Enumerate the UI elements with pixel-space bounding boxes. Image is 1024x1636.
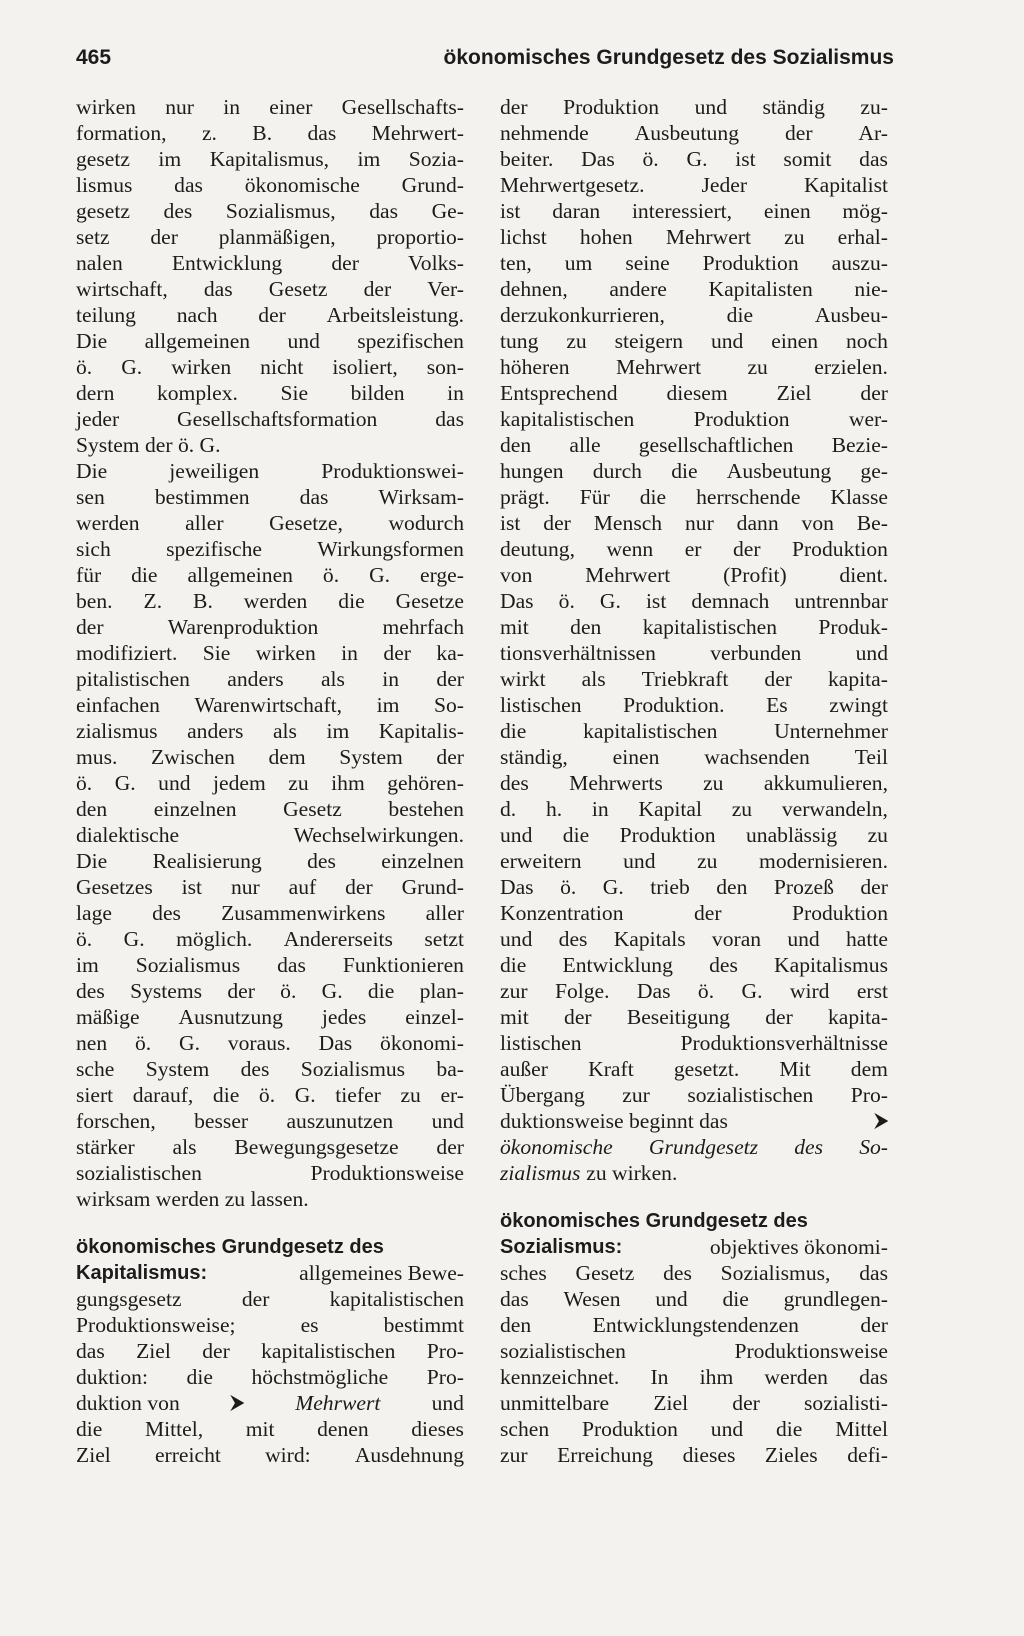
- text-line: [76, 640, 464, 666]
- definition-text: allgemeines Bewe-: [299, 1261, 464, 1285]
- text-line-content: den einzelnen Gesetz bestehen: [76, 797, 464, 821]
- definition-text: das Wesen und die grundlegen-: [500, 1287, 888, 1311]
- text-line: [76, 1030, 464, 1056]
- text-line: [500, 770, 888, 796]
- text-line: [500, 1056, 888, 1082]
- text-line-content: werden aller Gesetze, wodurch: [76, 511, 464, 535]
- text-line-content: listischen Produktion. Es zwingt: [500, 693, 888, 717]
- definition-text: und: [431, 1391, 464, 1415]
- cross-reference-link[interactable]: zialismus: [500, 1161, 581, 1185]
- text-line: [76, 718, 464, 744]
- text-line-content: mäßige Ausnutzung jedes einzel-: [76, 1005, 464, 1029]
- text-line-content: tung zu steigern und einen noch: [500, 329, 888, 353]
- text-line: [500, 1082, 888, 1108]
- text-line-content: den alle gesellschaftlichen Bezie-: [500, 433, 888, 457]
- text-line-content: und die Produktion unablässig zu: [500, 823, 888, 847]
- text-line-content: beiter. Das ö. G. ist somit das: [500, 147, 888, 171]
- text-line-content: Die jeweiligen Produktionswei-: [76, 459, 464, 483]
- text-line-content: ben. Z. B. werden die Gesetze: [76, 589, 464, 613]
- text-line-content: ö. G. möglich. Andererseits setzt: [76, 927, 464, 951]
- text-line-content: hungen durch die Ausbeutung ge-: [500, 459, 888, 483]
- entry-sozialismus: [500, 1208, 888, 1468]
- text-line: [76, 432, 464, 458]
- definition-text: sozialistischen Produktionsweise: [500, 1339, 888, 1363]
- headword: ökonomisches Grundgesetz des: [500, 1210, 808, 1232]
- text-line-content: pitalistischen anders als in der: [76, 667, 464, 691]
- text-line-content: des Systems der ö. G. die plan-: [76, 979, 464, 1003]
- text-line: [76, 1082, 464, 1108]
- text-line: [76, 666, 464, 692]
- definition-text: unmittelbare Ziel der sozialisti-: [500, 1391, 888, 1415]
- text-line: [76, 198, 464, 224]
- text-line: [500, 848, 888, 874]
- headword-continued: Sozialismus:: [500, 1236, 623, 1258]
- text-line-content: im Sozialismus das Funktionieren: [76, 953, 464, 977]
- text-line: [500, 562, 888, 588]
- text-line: [500, 666, 888, 692]
- text-line-content: ständig, einen wachsenden Teil: [500, 745, 888, 769]
- text-line-content: derzukonkurrieren, die Ausbeu-: [500, 303, 888, 327]
- text-line-content: Konzentration der Produktion: [500, 901, 888, 925]
- text-line-content: wirkt als Triebkraft der kapita-: [500, 667, 888, 691]
- definition-text: zur Erreichung dieses Zieles defi-: [500, 1443, 888, 1467]
- text-line: [500, 172, 888, 198]
- text-line: [500, 640, 888, 666]
- text-line-content: Entsprechend diesem Ziel der: [500, 381, 888, 405]
- text-line-content: deutung, wenn er der Produktion: [500, 537, 888, 561]
- text-line: [500, 276, 888, 302]
- text-line: [500, 1030, 888, 1056]
- text-line: [76, 1108, 464, 1134]
- text-line: [76, 380, 464, 406]
- text-line-content: sich spezifische Wirkungsformen: [76, 537, 464, 561]
- text-line: [76, 146, 464, 172]
- definition-text: den Entwicklungstendenzen der: [500, 1313, 888, 1337]
- running-title: ökonomisches Grundgesetz des Sozialismus: [443, 46, 894, 69]
- headword: ökonomisches Grundgesetz des: [76, 1236, 384, 1258]
- text-line: [76, 744, 464, 770]
- text-line-content: sen bestimmen das Wirksam-: [76, 485, 464, 509]
- text-line-content: Die allgemeinen und spezifischen: [76, 329, 464, 353]
- headword-continued: Kapitalismus:: [76, 1262, 208, 1284]
- text-line-content: dehnen, andere Kapitalisten nie-: [500, 277, 888, 301]
- text-line-content: von Mehrwert (Profit) dient.: [500, 563, 888, 587]
- text-line: [500, 1108, 888, 1134]
- right-body-text: [500, 94, 888, 1186]
- text-line-content: System der ö. G.: [76, 433, 221, 457]
- text-line-content: setz der planmäßigen, proportio-: [76, 225, 464, 249]
- text-line-content: siert darauf, die ö. G. tiefer zu er-: [76, 1083, 464, 1107]
- text-line: [76, 406, 464, 432]
- text-line: [76, 1056, 464, 1082]
- text-line: [500, 458, 888, 484]
- text-line: [500, 952, 888, 978]
- text-line: [76, 796, 464, 822]
- text-line-content: Mehrwertgesetz. Jeder Kapitalist: [500, 173, 888, 197]
- text-line-content: lage des Zusammenwirkens aller: [76, 901, 464, 925]
- left-column: [76, 94, 464, 1468]
- text-line-content: tionsverhältnissen verbunden und: [500, 641, 888, 665]
- text-line-content: mit der Beseitigung der kapita-: [500, 1005, 888, 1029]
- text-line-content: Gesetzes ist nur auf der Grund-: [76, 875, 464, 899]
- text-line: [500, 718, 888, 744]
- text-line-content: für die allgemeinen ö. G. erge-: [76, 563, 464, 587]
- text-line-content: die kapitalistischen Unternehmer: [500, 719, 888, 743]
- text-line-content: prägt. Für die herrschende Klasse: [500, 485, 888, 509]
- text-line: [500, 406, 888, 432]
- text-line: [500, 536, 888, 562]
- text-line: [500, 354, 888, 380]
- text-line: [76, 562, 464, 588]
- text-line-content: außer Kraft gesetzt. Mit dem: [500, 1057, 888, 1081]
- text-line: [500, 250, 888, 276]
- text-line: [76, 484, 464, 510]
- text-line: [500, 978, 888, 1004]
- text-line: [76, 1134, 464, 1160]
- text-line-content: nehmende Ausbeutung der Ar-: [500, 121, 888, 145]
- text-line-content: der Warenproduktion mehrfach: [76, 615, 464, 639]
- text-line: [500, 1004, 888, 1030]
- text-line: [76, 1186, 464, 1212]
- text-line-content: dern komplex. Sie bilden in: [76, 381, 464, 405]
- text-line-content: teilung nach der Arbeitsleistung.: [76, 303, 464, 327]
- text-line: [76, 536, 464, 562]
- text-line: [500, 432, 888, 458]
- text-line-content: der Produktion und ständig zu-: [500, 95, 888, 119]
- text-line-content: mus. Zwischen dem System der: [76, 745, 464, 769]
- text-line: [76, 848, 464, 874]
- text-line: [76, 900, 464, 926]
- text-line: [76, 224, 464, 250]
- text-line: [76, 588, 464, 614]
- text-line: [76, 172, 464, 198]
- text-line-content: höheren Mehrwert zu erzielen.: [500, 355, 888, 379]
- definition-text: duktion von: [76, 1391, 180, 1415]
- cross-reference-arrow-icon: ⮞: [230, 1392, 244, 1413]
- text-line-content: wirksam werden zu lassen.: [76, 1187, 309, 1211]
- definition-text: Ziel erreicht wird: Ausdehnung: [76, 1443, 464, 1467]
- text-line: [500, 822, 888, 848]
- text-line: [76, 770, 464, 796]
- definition-text: gungsgesetz der kapitalistischen: [76, 1287, 464, 1311]
- text-line-content: sche System des Sozialismus ba-: [76, 1057, 464, 1081]
- text-line-content: einfachen Warenwirtschaft, im So-: [76, 693, 464, 717]
- text-line-content: jeder Gesellschaftsformation das: [76, 407, 464, 431]
- text-line: [76, 302, 464, 328]
- definition-text: duktion: die höchstmögliche Pro-: [76, 1365, 464, 1389]
- definition-text: schen Produktion und die Mittel: [500, 1417, 888, 1441]
- text-line-content: ö. G. und jedem zu ihm gehören-: [76, 771, 464, 795]
- text-line-content: listischen Produktionsverhältnisse: [500, 1031, 888, 1055]
- text-line-content: ist der Mensch nur dann von Be-: [500, 511, 888, 535]
- text-line-content: ten, um seine Produktion auszu-: [500, 251, 888, 275]
- text-line-content: die Entwicklung des Kapitalismus: [500, 953, 888, 977]
- text-line-content: stärker als Bewegungsgesetze der: [76, 1135, 464, 1159]
- text-line-content: lichst hohen Mehrwert zu erhal-: [500, 225, 888, 249]
- definition-text: objektives ökonomi-: [709, 1235, 888, 1259]
- text-line: [76, 978, 464, 1004]
- text-line-content: formation, z. B. das Mehrwert-: [76, 121, 464, 145]
- text-line-content: Die Realisierung des einzelnen: [76, 849, 464, 873]
- text-line: [500, 796, 888, 822]
- text-line: [500, 692, 888, 718]
- text-line: [500, 1160, 888, 1186]
- text-line: [500, 588, 888, 614]
- cross-reference-link[interactable]: ökonomische Grundgesetz des So-: [500, 1135, 888, 1159]
- text-line: [76, 952, 464, 978]
- text-line-content: kapitalistischen Produktion wer-: [500, 407, 888, 431]
- text-line: [76, 328, 464, 354]
- text-line-content: zur Folge. Das ö. G. wird erst: [500, 979, 888, 1003]
- text-line-content: duktionsweise beginnt das: [500, 1109, 728, 1133]
- cross-reference-link[interactable]: Mehrwert: [295, 1391, 381, 1415]
- text-line: [500, 198, 888, 224]
- text-line: [500, 614, 888, 640]
- text-line-content: Das ö. G. trieb den Prozeß der: [500, 875, 888, 899]
- right-column: [500, 94, 888, 1468]
- text-line-content: erweitern und zu modernisieren.: [500, 849, 888, 873]
- text-line: [500, 302, 888, 328]
- text-line-content: nen ö. G. voraus. Das ökonomi-: [76, 1031, 464, 1055]
- text-line-content: des Mehrwerts zu akkumulieren,: [500, 771, 888, 795]
- text-line-content: lismus das ökonomische Grund-: [76, 173, 464, 197]
- text-line-content: zu wirken.: [586, 1161, 678, 1185]
- text-line-content: wirtschaft, das Gesetz der Ver-: [76, 277, 464, 301]
- text-line: [500, 900, 888, 926]
- text-line: [500, 744, 888, 770]
- text-line: [76, 1004, 464, 1030]
- text-line: [500, 146, 888, 172]
- cross-reference-arrow-icon: ⮞: [874, 1110, 888, 1131]
- text-line: [76, 874, 464, 900]
- text-line: [500, 484, 888, 510]
- text-line: [76, 510, 464, 536]
- text-line-content: zialismus anders als im Kapitalis-: [76, 719, 464, 743]
- text-line-content: nalen Entwicklung der Volks-: [76, 251, 464, 275]
- text-line: [76, 276, 464, 302]
- text-line: [500, 510, 888, 536]
- entry-kapitalismus: [76, 1234, 464, 1468]
- text-line-content: d. h. in Kapital zu verwandeln,: [500, 797, 888, 821]
- text-line: [500, 874, 888, 900]
- text-line-content: Übergang zur sozialistischen Pro-: [500, 1083, 888, 1107]
- text-line-content: gesetz des Sozialismus, das Ge-: [76, 199, 464, 223]
- text-line: [500, 328, 888, 354]
- definition-text: kennzeichnet. In ihm werden das: [500, 1365, 888, 1389]
- text-line-content: ist daran interessiert, einen mög-: [500, 199, 888, 223]
- text-line: [76, 822, 464, 848]
- text-line: [500, 94, 888, 120]
- text-line: [76, 120, 464, 146]
- text-line-content: wirken nur in einer Gesellschafts-: [76, 95, 464, 119]
- definition-text: das Ziel der kapitalistischen Pro-: [76, 1339, 464, 1363]
- text-line: [76, 458, 464, 484]
- text-line-content: und des Kapitals voran und hatte: [500, 927, 888, 951]
- text-line: [500, 120, 888, 146]
- text-line: [500, 926, 888, 952]
- page-number: 465: [76, 46, 112, 69]
- definition-text: sches Gesetz des Sozialismus, das: [500, 1261, 888, 1285]
- text-line: [76, 250, 464, 276]
- text-line-content: modifiziert. Sie wirken in der ka-: [76, 641, 464, 665]
- text-line: [76, 94, 464, 120]
- text-line: [76, 354, 464, 380]
- text-line: [500, 224, 888, 250]
- text-line: [76, 692, 464, 718]
- definition-text: Produktionsweise; es bestimmt: [76, 1313, 464, 1337]
- text-line: [500, 1134, 888, 1160]
- text-line-content: forschen, besser auszunutzen und: [76, 1109, 464, 1133]
- definition-text: die Mittel, mit denen dieses: [76, 1417, 464, 1441]
- text-line: [500, 380, 888, 406]
- text-line-content: sozialistischen Produktionsweise: [76, 1161, 464, 1185]
- text-line-content: gesetz im Kapitalismus, im Sozia-: [76, 147, 464, 171]
- text-line: [76, 926, 464, 952]
- text-line-content: Das ö. G. ist demnach untrennbar: [500, 589, 888, 613]
- text-line-content: mit den kapitalistischen Produk-: [500, 615, 888, 639]
- text-line-content: dialektische Wechselwirkungen.: [76, 823, 464, 847]
- text-line: [76, 1160, 464, 1186]
- text-line-content: ö. G. wirken nicht isoliert, son-: [76, 355, 464, 379]
- left-body-text: [76, 94, 464, 1212]
- text-line: [76, 614, 464, 640]
